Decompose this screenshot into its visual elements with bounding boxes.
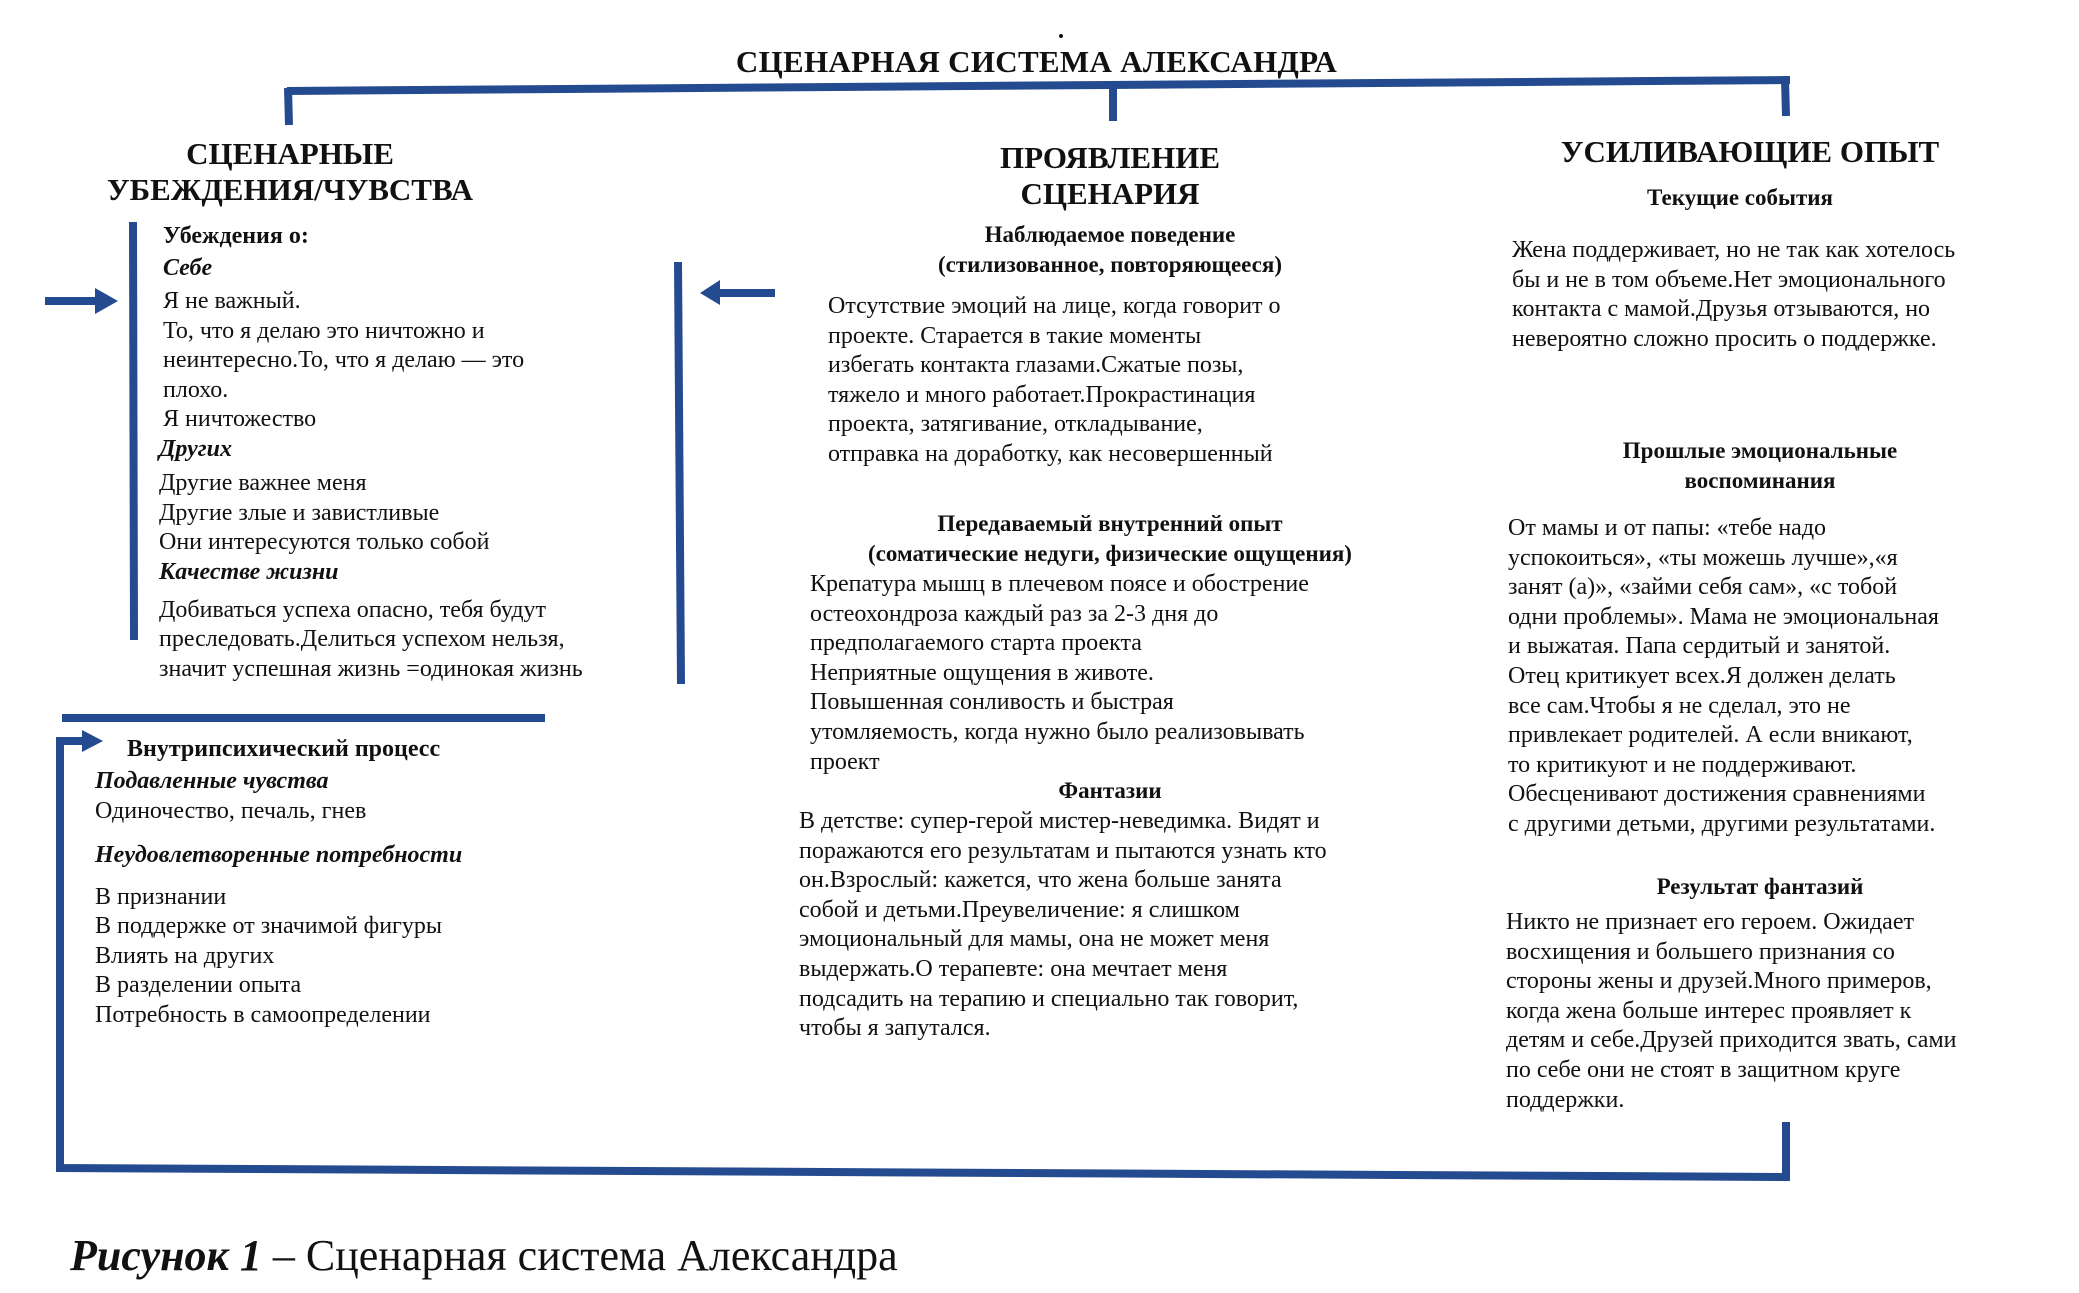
left-arrow-shaft xyxy=(45,297,97,305)
fantasy-result-line: детям и себе.Друзей приходится звать, сами xyxy=(1506,1027,1957,1054)
middle-arrow-shaft xyxy=(718,289,775,297)
fantasy-line: подсадить на терапию и специально так говорит, xyxy=(799,985,1299,1012)
fantasy-line: выдержать.О терапевте: она мечтает меня xyxy=(799,955,1228,982)
beliefs-left-bar xyxy=(133,222,134,640)
current-event-line: контакта с мамой.Друзья отзываются, но xyxy=(1512,296,1931,323)
manifestation-title-line-1: ПРОЯВЛЕНИЕ xyxy=(1000,140,1220,175)
fantasy-result-line: когда жена больше интерес проявляет к xyxy=(1506,997,1912,1024)
intrapsychic-heading: Внутрипсихический процесс xyxy=(127,736,441,762)
unmet-needs-list xyxy=(95,883,595,1031)
observed-line: Отсутствие эмоций на лице, когда говорит о xyxy=(828,293,1281,319)
need-item: В признании xyxy=(95,883,227,910)
self-belief-line: Я не важный. xyxy=(163,288,301,314)
internal-experience-text xyxy=(810,570,1309,777)
others-belief-line: Другие злые и завистливые xyxy=(159,499,440,526)
manifestation-title-line-2: СЦЕНАРИЯ xyxy=(1020,176,1200,211)
past-heading-line-1: Прошлые эмоциональные xyxy=(1622,438,1898,463)
beliefs-column-title xyxy=(80,136,500,208)
past-memory-line: то критикуют и не поддерживают. xyxy=(1508,751,1857,778)
current-event-line: бы и не в том объеме.Нет эмоционального xyxy=(1512,266,1946,293)
past-memory-line: одни проблемы». Мама не эмоциональная xyxy=(1508,603,1939,630)
internal-heading-line-2: (соматические недуги, физические ощущения) xyxy=(868,541,1352,566)
others-belief-line: Другие важнее меня xyxy=(159,469,367,496)
figure-caption-label: Рисунок 1 xyxy=(70,1231,262,1280)
observed-line: отправка на доработку, как несовершенный xyxy=(828,440,1273,467)
past-memories-heading xyxy=(1560,436,1960,496)
current-event-line: Жена поддерживает, но не так как хотелось xyxy=(1512,237,1956,263)
reinforcing-column-title: УСИЛИВАЮЩИЕ ОПЫТ xyxy=(1560,134,1940,169)
self-belief-line: плохо. xyxy=(163,376,229,403)
internal-line: Крепатура мышц в плечевом поясе и обострение xyxy=(810,571,1309,597)
life-belief-line: значит успешная жизнь =одинокая жизнь xyxy=(159,655,583,682)
self-belief-line: неинтересно.То, что я делаю — это xyxy=(163,347,525,374)
observed-behavior-heading xyxy=(810,220,1410,280)
fantasy-result-line: по себе они не стоят в защитном круге xyxy=(1506,1056,1901,1083)
internal-line: проект xyxy=(810,748,880,775)
past-memory-line: Обесценивают достижения сравнениями xyxy=(1508,781,1926,808)
internal-experience-heading xyxy=(790,509,1430,569)
observed-line: проекте. Старается в такие моменты xyxy=(828,322,1202,349)
life-quality-beliefs xyxy=(159,596,673,685)
others-label: Других xyxy=(159,435,232,462)
internal-line: утомляемость, когда нужно было реализовывать xyxy=(810,718,1305,745)
self-belief-line: Я ничтожество xyxy=(163,406,317,433)
self-beliefs xyxy=(163,287,673,435)
beliefs-heading: Убеждения о: xyxy=(163,223,309,249)
current-events-heading: Текущие события xyxy=(1647,185,1833,210)
fantasy-line: собой и детьми.Преувеличение: я слишком xyxy=(799,896,1240,923)
internal-heading-line-1: Передаваемый внутренний опыт xyxy=(937,511,1283,536)
manifestation-column-title xyxy=(900,140,1320,212)
middle-arrow-head xyxy=(700,280,720,305)
past-memory-line: с другими детьми, другими результатами. xyxy=(1508,810,1936,837)
past-memory-line: успокоиться», «ты можешь лучше»,«я xyxy=(1508,544,1898,571)
fantasy-line: В детстве: супер-герой мистер-неведимка. Видят и xyxy=(799,808,1320,834)
figure-caption-text: – Сценарная система Александра xyxy=(261,1231,898,1280)
past-memory-line: От мамы и от папы: «тебе надо xyxy=(1508,515,1827,541)
fantasy-result-line: стороны жены и друзей.Много примеров, xyxy=(1506,968,1932,995)
stray-dot xyxy=(1059,34,1063,38)
internal-line: предполагаемого старта проекта xyxy=(810,630,1142,657)
beliefs-right-bar xyxy=(678,262,681,684)
fantasy-result-line: Никто не признает его героем. Ожидает xyxy=(1506,909,1914,935)
beliefs-title-line-2: УБЕЖДЕНИЯ/ЧУВСТВА xyxy=(106,172,474,207)
past-memory-line: Отец критикует всех.Я должен делать xyxy=(1508,662,1896,689)
fantasy-line: чтобы я запутался. xyxy=(799,1015,991,1042)
current-event-line: невероятно сложно просить о поддержке. xyxy=(1512,325,1937,352)
self-label: Себе xyxy=(163,255,213,281)
suppressed-feelings-text: Одиночество, печаль, гнев xyxy=(95,798,367,824)
beliefs-block xyxy=(159,220,673,685)
intrapsychic-block xyxy=(95,733,595,1031)
current-events-text xyxy=(1512,236,1955,354)
internal-line: Повышенная сонливость и быстрая xyxy=(810,689,1174,716)
internal-line: Неприятные ощущения в животе. xyxy=(810,659,1154,686)
life-belief-line: Добиваться успеха опасно, тебя будут xyxy=(159,596,547,623)
suppressed-feelings-label: Подавленные чувства xyxy=(95,768,329,794)
main-title: СЦЕНАРНАЯ СИСТЕМА АЛЕКСАНДРА xyxy=(735,44,1338,79)
top-bracket-left-drop xyxy=(288,88,289,125)
self-belief-line: То, что я делаю это ничтожно и xyxy=(163,317,485,344)
past-heading-line-2: воспоминания xyxy=(1684,468,1836,493)
past-memory-line: все сам.Чтобы я не сделал, это не xyxy=(1508,692,1851,719)
life-quality-label: Качестве жизни xyxy=(159,558,339,585)
need-item: Потребность в самоопределении xyxy=(95,1001,431,1028)
top-bracket-right-drop xyxy=(1785,79,1786,116)
past-memory-line: занят (а)», «займи себя сам», «с тобой xyxy=(1508,574,1898,601)
observed-line: избегать контакта глазами.Сжатые позы, xyxy=(828,352,1244,379)
top-bracket-line xyxy=(287,80,1790,91)
need-item: В разделении опыта xyxy=(95,972,302,999)
fantasy-result-heading: Результат фантазий xyxy=(1656,874,1864,899)
beliefs-title-line-1: СЦЕНАРНЫЕ xyxy=(186,136,394,171)
figure-caption xyxy=(70,1230,898,1281)
observed-heading-line-1: Наблюдаемое поведение xyxy=(984,222,1236,247)
past-memory-line: привлекает родителей. А если вникают, xyxy=(1508,722,1913,749)
fantasies-heading: Фантазии xyxy=(1058,778,1162,803)
past-memories-text xyxy=(1508,514,1939,840)
past-memory-line: и выжатая. Папа сердитый и занятой. xyxy=(1508,633,1891,660)
left-arrow-head xyxy=(95,288,118,314)
fantasy-result-text xyxy=(1506,908,1956,1115)
fantasy-result-line: поддержки. xyxy=(1506,1086,1625,1113)
internal-line: остеохондроза каждый раз за 2-3 дня до xyxy=(810,600,1219,627)
observed-line: тяжело и много работает.Прокрастинация xyxy=(828,381,1256,408)
fantasy-result-line: восхищения и большего признания со xyxy=(1506,938,1895,965)
need-item: Влиять на других xyxy=(95,942,275,969)
fantasies-text xyxy=(799,807,1327,1044)
observed-line: проекта, затягивание, откладывание, xyxy=(828,411,1203,438)
observed-heading-line-2: (стилизованное, повторяющееся) xyxy=(937,252,1282,277)
fantasy-line: поражаются его результатам и пытаются узнать кто xyxy=(799,837,1327,864)
observed-behavior-text xyxy=(828,292,1281,470)
need-item: В поддержке от значимой фигуры xyxy=(95,913,443,940)
others-beliefs xyxy=(159,469,673,558)
life-belief-line: преследовать.Делиться успехом нельзя, xyxy=(159,626,565,653)
others-belief-line: Они интересуются только собой xyxy=(159,529,490,556)
unmet-needs-label: Неудовлетворенные потребности xyxy=(95,841,463,868)
fantasy-line: он.Взрослый: кажется, что жена больше занята xyxy=(799,867,1282,894)
fantasy-line: эмоциональный для мамы, она не может меня xyxy=(799,926,1270,953)
